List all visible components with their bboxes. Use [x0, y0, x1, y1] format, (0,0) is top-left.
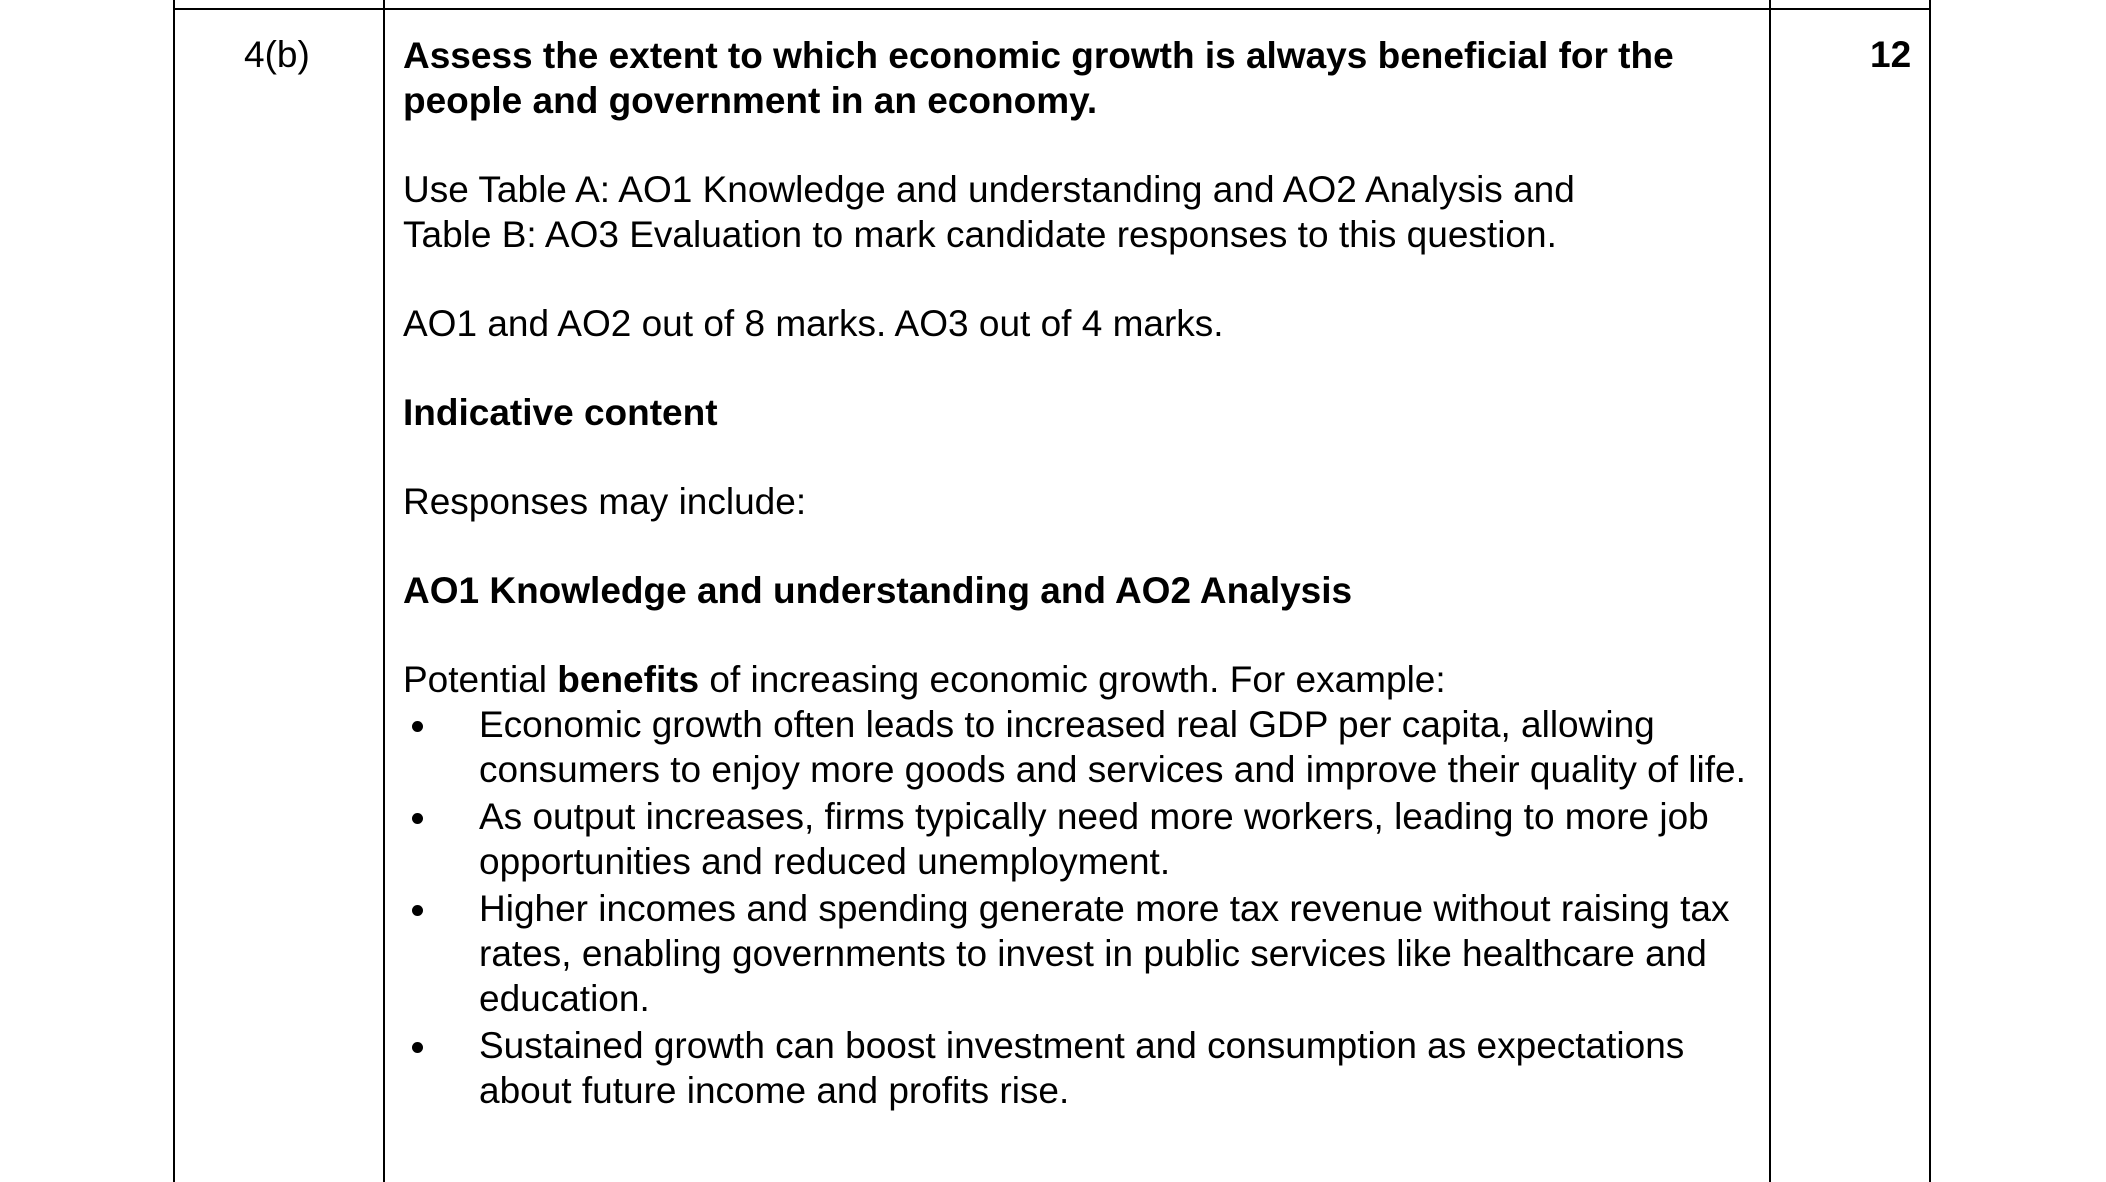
marks-split: AO1 and AO2 out of 8 marks. AO3 out of 4 marks.	[403, 303, 1224, 344]
list-item-text: As output increases, firms typically need more workers, leading to more job opportunities and reduced unemployment.	[479, 796, 1709, 882]
list-item	[403, 794, 1763, 884]
benefits-lead	[403, 657, 1763, 702]
benefits-lead-after: of increasing economic growth. For example:	[699, 659, 1446, 700]
ao1-ao2-heading: AO1 Knowledge and understanding and AO2 Analysis	[403, 570, 1353, 611]
question-number: 4(b)	[244, 34, 310, 75]
question-marks: 12	[1870, 34, 1912, 75]
list-item-text: Higher incomes and spending generate more tax revenue without raising tax rates, enabling governments to invest in public services like healthcare and education.	[479, 888, 1730, 1019]
list-item	[403, 1023, 1763, 1113]
bullet-icon	[412, 813, 423, 824]
question-prompt: Assess the extent to which economic growth is always beneficial for the people and government in an economy.	[403, 35, 1674, 121]
bullet-icon	[412, 721, 423, 732]
column-divider-left	[173, 0, 175, 1182]
instruction-line-2: Table B: AO3 Evaluation to mark candidate responses to this question.	[403, 214, 1557, 255]
benefits-list	[403, 702, 1763, 1113]
list-item-text: Economic growth often leads to increased real GDP per capita, allowing consumers to enjoy more goods and services and improve their quality of life.	[479, 704, 1746, 790]
benefits-lead-bold: benefits	[557, 659, 700, 700]
column-divider-marks	[1769, 0, 1771, 1182]
list-item-text: Sustained growth can boost investment and consumption as expectations about future income and profits rise.	[479, 1025, 1685, 1111]
list-item	[403, 702, 1763, 792]
list-item	[403, 886, 1763, 1021]
table-top-border	[173, 8, 1931, 10]
benefits-lead-before: Potential	[403, 659, 558, 700]
indicative-content-heading: Indicative content	[403, 392, 718, 433]
column-divider-right	[1929, 0, 1931, 1182]
responses-intro: Responses may include:	[403, 481, 807, 522]
answer-guidance	[403, 33, 1763, 1115]
column-divider-question	[383, 0, 385, 1182]
instruction-line-1: Use Table A: AO1 Knowledge and understanding and AO2 Analysis and	[403, 169, 1575, 210]
bullet-icon	[412, 905, 423, 916]
bullet-icon	[412, 1042, 423, 1053]
